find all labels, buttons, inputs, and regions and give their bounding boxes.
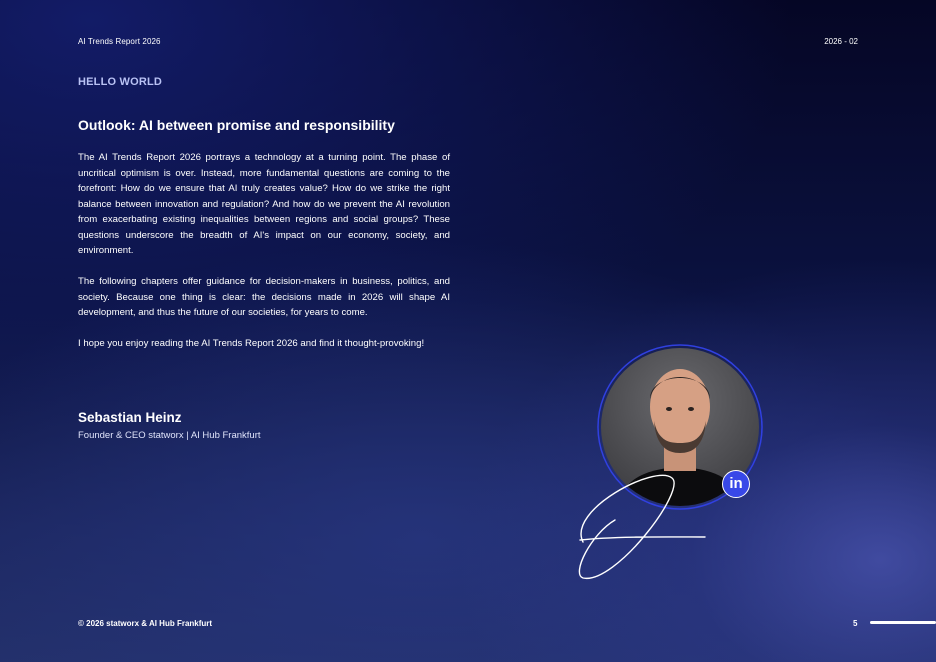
section-kicker: HELLO WORLD [78, 76, 163, 88]
author-name: Sebastian Heinz [78, 410, 182, 425]
body-text [78, 150, 450, 367]
footer-copyright: © 2026 statworx & AI Hub Frankfurt [78, 619, 213, 628]
author-signature [575, 470, 715, 585]
page-indicator-bar [870, 621, 936, 624]
page-title: Outlook: AI between promise and responsibility [78, 117, 395, 133]
linkedin-icon[interactable]: in [722, 470, 750, 498]
paragraph-3: I hope you enjoy reading the AI Trends Report 2026 and find it thought-provoking! [78, 338, 425, 349]
paragraph-1: The AI Trends Report 2026 portrays a technology at a turning point. The phase of uncritical optimism is over. Instead, more fundamental questions are coming to the forefront: How do we ensure that AI truly creates value? How do we strike the right balance between innovation and regulation? And how do we prevent the AI revolution from exacerbating existing inequalities between regions and social groups? These questions underscore the breadth of AI's impact on our economy, society, and environment. [78, 152, 450, 256]
author-role: Founder & CEO statworx | AI Hub Frankfurt [78, 430, 261, 441]
paragraph-2: The following chapters offer guidance for decision-makers in business, politics, and society. Because one thing is clear: the decisions made in 2026 will shape AI development, and thus the future of our societies, for years to come. [78, 276, 450, 318]
page-number: 5 [853, 619, 858, 628]
page-reference: 2026 - 02 [824, 37, 858, 46]
report-title: AI Trends Report 2026 [78, 37, 161, 46]
